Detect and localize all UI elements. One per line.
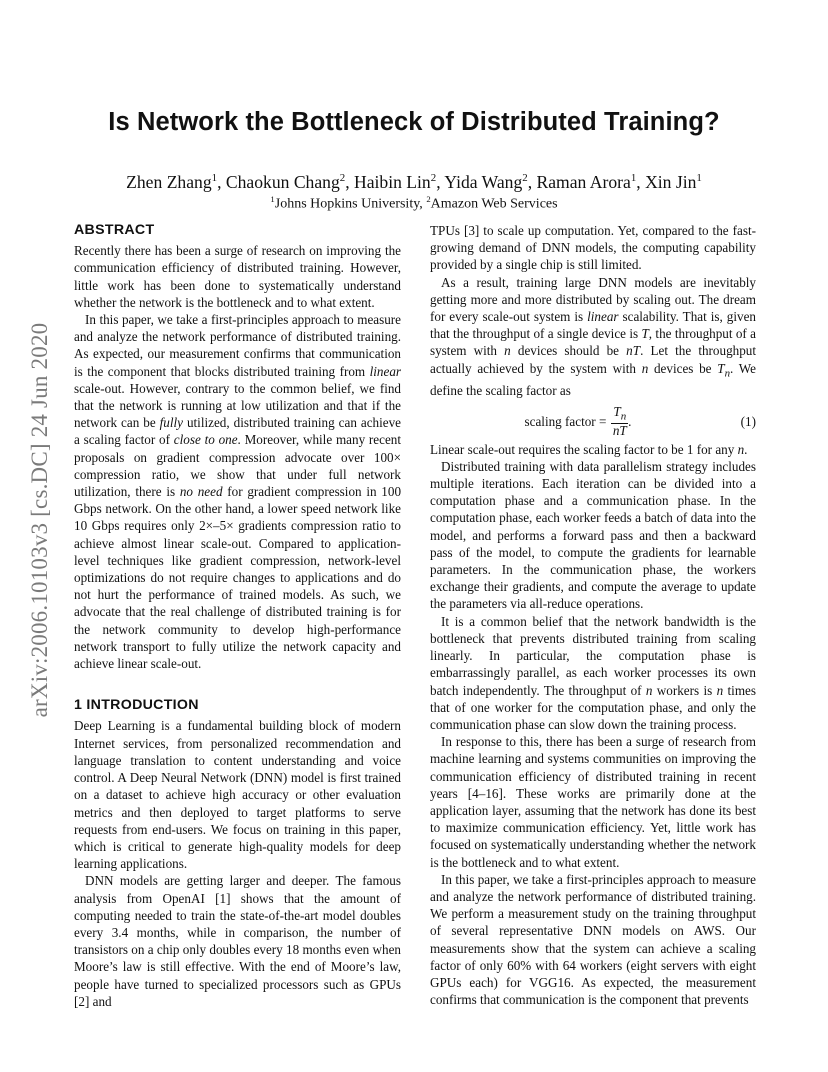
author-affiliation-mark: 2: [522, 172, 528, 185]
arxiv-identifier: [4, 270, 76, 770]
equation-fraction: $\frac{T_n}{nT}$: [612, 403, 627, 439]
abstract-heading: ABSTRACT: [74, 222, 155, 238]
scaling-factor-equation: scaling factor = $\frac{T_n}{nT}$ . (1): [524, 403, 756, 439]
author: Zhen Zhang: [126, 172, 212, 192]
author-affiliation-mark: 2: [339, 172, 346, 185]
abstract-paragraph: Recently there has been a surge of research on improving the communication efficiency of distributed training. However, little work has been done to systematically understand whether the network is the bottleneck and to what extent.: [74, 243, 401, 310]
affiliations: [74, 194, 754, 213]
introduction-heading: 1 INTRODUCTION: [74, 697, 199, 714]
abstract-paragraph: In this paper, we take a first-principles approach to measure and analyze the network performance of distributed training. As expected, our measurement confirms that communication is the component that blocks distributed training from linear scale-out. However, contrary to the common belief, we find that the network is running at low utilization and that if the network can be fully utilized, distributed training can achieve a scaling factor of close to one. Moreover, while many recent proposals on gradient compression advocate over 100× compression ratio, we show that under full network utilization, there is no need for gradient compression in 100 Gbps network. On the other hand, a lower speed network like 10 Gbps requires only 2×–5× gradients compression ratio to achieve almost linear scale-out. Compared to application-level techniques like gradient compression, network-level optimizations do not require changes to applications and do not hurt the performance of trained models. As such, we advocate that the real challenge of distributed training is for the network community to develop high-performance network transport to fully utilize the network capacity and achieve linear scale-out.: [74, 312, 402, 672]
author-affiliation-mark: 1: [630, 172, 637, 185]
equation-label: scaling factor =: [524, 414, 607, 430]
affiliation-mark: 1: [270, 194, 275, 204]
right-column: [430, 222, 756, 1008]
author-list: Zhen Zhang$^1$, Chaokun Chang$^2$, Haibin Lin$^2$, Yida Wang$^2$, Raman Arora$^1$, Xin Jin$^1$: [126, 172, 702, 192]
intro-paragraph: In this paper, we take a first-principles approach to measure and analyze the network performance of distributed training. We perform a measurement study on the training throughput of several representative DNN models on AWS. Our measurements show that the system can achieve a scaling factor of only 60% with 64 workers (eight servers with eight GPUs each) for VGG16. As expected, the measurement confirms that communication is the component that prevents: [430, 871, 756, 1008]
left-column: [74, 222, 401, 1010]
author: Haibin Lin: [354, 172, 431, 192]
author-affiliation-mark: 1: [211, 172, 218, 185]
affiliation-aws: Amazon Web Services: [430, 196, 558, 212]
author: Raman Arora: [536, 172, 631, 192]
intro-paragraph: In response to this, there has been a surge of research from machine learning and systems communities on improving the communication efficiency of distributed training in recent years [4–16]. These works are primarily done at the application layer, assuming that the network has done its best to maximize communication efficiency. Yet, little work has focused on systematically understanding whether the network is the bottleneck and to what extent.: [430, 734, 756, 870]
equation-number: (1): [740, 414, 756, 430]
affiliation-mark: 2: [426, 194, 431, 204]
intro-paragraph-continued: TPUs [3] to scale up computation. Yet, compared to the fast-growing demand of DNN models, the computing capability provided by a single chip is still limited.: [430, 223, 756, 273]
intro-paragraph: It is a common belief that the network bandwidth is the bottleneck that prevents distributed training from scaling linearly. In particular, the computation phase is embarrassingly parallel, as each worker processes its own batch independently. The throughput of n workers is n times that of one worker for the computation phase, and only the communication phase can slow down the training process.: [430, 613, 756, 732]
paper-title: Is Network the Bottleneck of Distributed Training?: [108, 108, 720, 136]
intro-paragraph: Deep Learning is a fundamental building block of modern Internet services, from personalized recommendation and language translation to content understanding and voice control. A Deep Neural Network (DNN) model is first trained on a dataset to achieve high accuracy or other evaluation metrics and then deployed to target platforms to serve requests from end-users. We focus on training in this paper, which is critical to generate high-quality models for deep learning applications.: [74, 718, 401, 872]
intro-paragraph: DNN models are getting larger and deeper. The famous analysis from OpenAI [1] shows that the amount of computing needed to train the state-of-the-art model doubles every 3.4 months, while in comparison, the number of transistors on a chip only doubles every 18 months even when Moore’s law is still effective. With the end of Moore’s law, people have turned to specialized processors such as GPUs [2] and: [74, 873, 401, 1009]
intro-paragraph: As a result, training large DNN models are inevitably getting more and more distributed by scaling out. The dream for every scale-out system is linear scalability. That is, given that the throughput of a single device is T, the throughput of a system with n devices should be nT. Let the throughput actually achieved by the system with n devices be $T_n$. We define the scaling factor as: [430, 274, 757, 399]
author: Xin Jin: [645, 172, 697, 192]
author-affiliation-mark: 1: [696, 172, 702, 185]
intro-paragraph: Linear scale-out requires the scaling factor to be 1 for any n.: [430, 441, 748, 457]
arxiv-id-text: arXiv:2006.10103v3 [cs.DC] 24 Jun 2020: [27, 322, 52, 718]
author: Yida Wang: [444, 172, 523, 192]
author: Chaokun Chang: [225, 172, 340, 192]
author-affiliation-mark: 2: [430, 172, 437, 185]
affiliation-jhu: Johns Hopkins University,: [274, 196, 423, 212]
intro-paragraph: Distributed training with data parallelism strategy includes multiple iterations. Each iteration can be divided into a computation phase and a communication phase. In the computation phase, each worker feeds a batch of data into the model, and performs a forward pass and then a backward pass of the model, to compute the gradients for learnable parameters. In the communication phase, the workers exchange their gradients, and compute the average to update the parameters via all-reduce operations.: [430, 458, 756, 612]
